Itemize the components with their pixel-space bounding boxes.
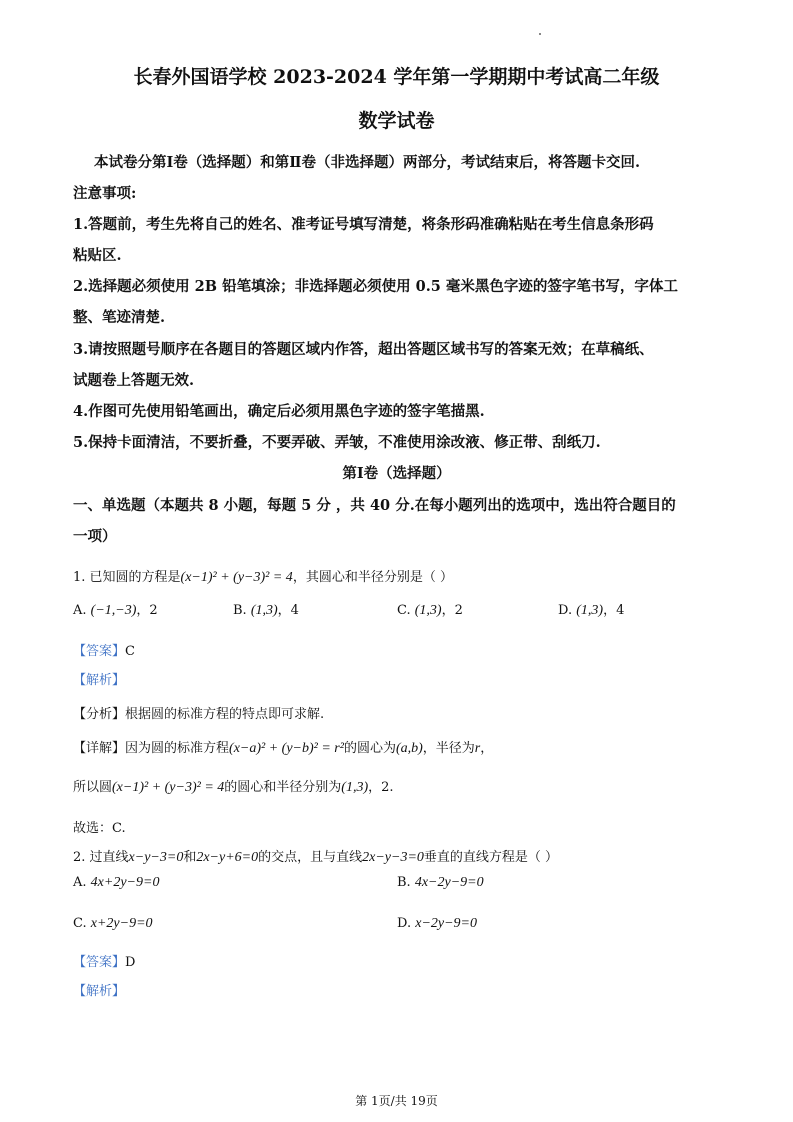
q1-prefix: 1. 已知圆的方程是 [73,570,181,585]
answer-value: D [125,955,136,970]
q2-option-a [73,875,159,891]
detail-text: 的圆心为 [343,741,396,756]
detail-text: ，半径为 [422,741,475,756]
conclusion-equation: (x−1)² + (y−3)² = 4 [112,780,225,795]
option-point: (1,3) [250,603,278,618]
answer-value: C [125,644,135,659]
option-label: C. [73,916,87,931]
exam-subject: 数学试卷 [358,110,435,132]
q1-option-d [558,599,624,619]
scan-speck [539,33,541,35]
notice-item: 4.作图可先使用铅笔画出，确定后必须用黑色字迹的签字笔描黑. [73,403,485,420]
q1-suffix: ，其圆心和半径分别是（ ） [292,570,453,585]
detail-tag: 【详解】 [73,741,126,756]
q2-text: 的交点，且与直线 [258,850,363,865]
q1-equation: (x−1)² + (y−3)² = 4 [180,570,293,585]
detail-center: (a,b) [395,741,423,756]
option-value: ，4 [603,603,625,618]
detail-equation: (x−a)² + (y−b)² = r² [229,741,344,756]
q2-line-2: 2x−y+6=0 [196,850,259,865]
option-label: A. [73,875,87,890]
answer-tag: 【答案】 [73,955,126,970]
option-label: D. [558,603,573,618]
notice-item: 粘贴区. [73,247,122,264]
conclusion-center: (1,3) [341,780,369,795]
option-equation: x−2y−9=0 [415,916,478,931]
question-1-stem [73,566,453,586]
section-title: 第Ⅰ卷（选择题） [342,465,451,482]
notice-item: 试题卷上答题无效. [73,372,195,389]
detail-radius: r [474,741,481,756]
section-desc-cont: 一项） [73,528,117,545]
notice-item: 3.请按照题号顺序在各题目的答题区域内作答，超出答题区域书写的答案无效；在草稿纸、 [73,341,654,358]
conclusion-text: 所以圆 [73,780,113,795]
q1-detail [73,737,493,757]
notice-item: 整、笔迹清楚. [73,309,166,326]
q2-option-b [397,875,484,891]
option-label: A. [73,603,87,618]
fenxi-tag: 【分析】 [73,707,126,722]
notice-heading: 注意事项: [73,185,137,202]
notice-item: 5.保持卡面清洁，不要折叠，不要弄破、弄皱，不准使用涂改液、修正带、刮纸刀. [73,434,601,451]
option-label: C. [397,603,411,618]
q2-text: 和 [183,850,197,865]
intro-text: 本试卷分第Ⅰ卷（选择题）和第Ⅱ卷（非选择题）两部分，考试结束后，将答题卡交回. [94,154,641,171]
detail-text: ， [480,741,494,756]
option-value: ，2 [441,603,463,618]
option-value: ，2 [136,603,158,618]
q2-text: 垂直的直线方程是（ ） [423,850,559,865]
option-equation: 4x+2y−9=0 [90,875,160,890]
option-label: B. [397,875,411,890]
conclusion-text: 的圆心和半径分别为 [224,780,342,795]
section-desc: 一、单选题（本题共 8 小题，每题 5 分 ，共 40 分.在每小题列出的选项中，选出符合题目的 [73,497,676,514]
q2-text: 2. 过直线 [73,850,129,865]
question-2-stem [73,846,558,866]
q1-fenxi [73,703,324,722]
notice-item: 1.答题前，考生先将自己的姓名、准考证号填写清楚，将条形码准确粘贴在考生信息条形码 [73,216,654,233]
q2-analysis-tag: 【解析】 [73,984,126,999]
q1-analysis-tag: 【解析】 [73,673,126,688]
option-equation: x+2y−9=0 [90,916,153,931]
option-point: (1,3) [576,603,604,618]
detail-text: 因为圆的标准方程 [125,741,230,756]
option-label: D. [397,916,412,931]
q1-answer [73,640,135,659]
option-point: (1,3) [414,603,442,618]
option-label: B. [233,603,247,618]
notice-item: 2.选择题必须使用 2B 铅笔填涂；非选择题必须使用 0.5 毫米黑色字迹的签字笔书写，字体工 [73,278,678,295]
fenxi-text: 根据圆的标准方程的特点即可求解. [125,707,325,722]
q2-option-c [73,916,153,932]
option-equation: 4x−2y−9=0 [414,875,484,890]
option-value: ，4 [277,603,299,618]
answer-tag: 【答案】 [73,644,126,659]
q1-option-c [397,599,463,619]
q1-choose: 故选：C. [73,821,126,836]
q2-answer [73,951,135,970]
option-point: (−1,−3) [90,603,137,618]
q2-line-3: 2x−y−3=0 [362,850,424,865]
conclusion-text: ，2. [368,780,394,795]
q2-option-d [397,916,477,932]
page-number: 第 1页/共 19页 [355,1094,438,1108]
q1-option-b [233,599,299,619]
q1-conclusion [73,776,394,796]
exam-title: 长春外国语学校 2023-2024 学年第一学期期中考试高二年级 [133,66,660,88]
q1-option-a [73,599,158,619]
q2-line-1: x−y−3=0 [128,850,184,865]
